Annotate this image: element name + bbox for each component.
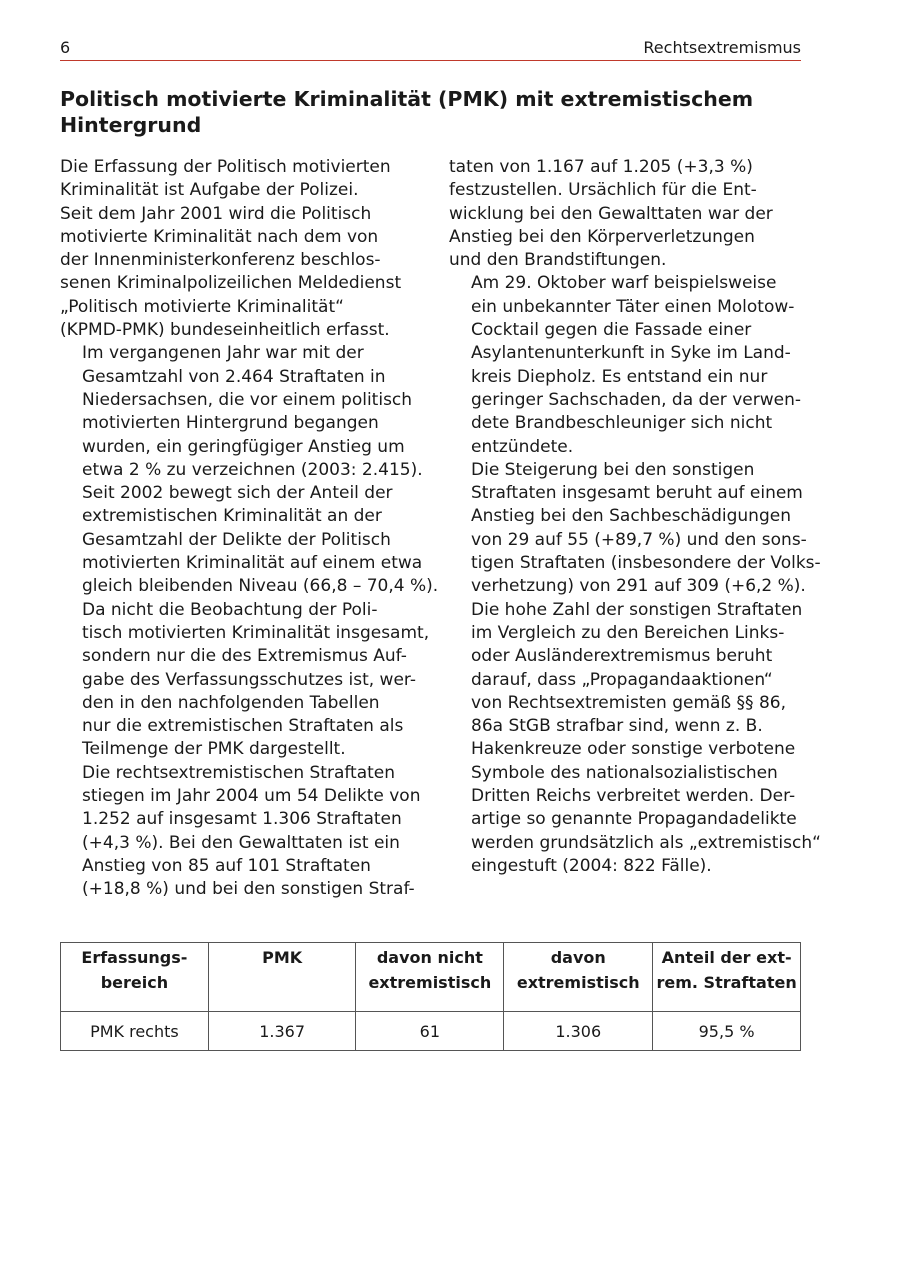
text-line: Seit 2002 bewegt sich der Anteil der bbox=[82, 483, 393, 504]
text-line: Am 29. Oktober warf beispielsweise bbox=[471, 273, 777, 294]
text-line: Anstieg von 85 auf 101 Straftaten bbox=[82, 855, 371, 876]
table-header-cell bbox=[356, 943, 504, 1012]
text-line: „Politisch motivierte Kriminalität“ bbox=[60, 296, 344, 317]
left-text-column bbox=[60, 156, 439, 902]
text-line: artige so genannte Propagandadelikte bbox=[471, 809, 797, 830]
paragraph bbox=[449, 156, 801, 272]
text-line: Teilmenge der PMK dargestellt. bbox=[82, 739, 346, 760]
table-header-cell bbox=[61, 943, 209, 1012]
text-line: Dritten Reichs verbreitet werden. Der- bbox=[471, 786, 796, 807]
text-line: (KPMD-PMK) bundeseinheitlich erfasst. bbox=[60, 320, 390, 341]
table-row bbox=[61, 1012, 801, 1051]
header-line: extremistisch bbox=[516, 973, 640, 992]
text-line: sondern nur die des Extremismus Auf- bbox=[82, 646, 407, 667]
paragraph bbox=[60, 156, 412, 342]
text-line: tisch motivierten Kriminalität insgesamt, bbox=[82, 622, 430, 643]
header-line: PMK bbox=[262, 948, 303, 967]
text-line: gabe des Verfassungsschutzes ist, wer- bbox=[82, 669, 416, 690]
text-line: Die rechtsextremistischen Straftaten bbox=[82, 762, 396, 783]
statistics-table bbox=[60, 942, 801, 1051]
text-line: Die hohe Zahl der sonstigen Straftaten bbox=[471, 599, 803, 620]
table-header-cell bbox=[208, 943, 356, 1012]
right-text-column bbox=[449, 156, 821, 878]
paragraph bbox=[449, 459, 821, 599]
text-line: 86a StGB strafbar sind, wenn z. B. bbox=[471, 716, 763, 737]
table-cell: 61 bbox=[356, 1012, 504, 1051]
header-line: Anteil der ext- bbox=[661, 948, 792, 967]
header-line: Erfassungs- bbox=[81, 948, 188, 967]
text-line: Hakenkreuze oder sonstige verbotene bbox=[471, 739, 796, 760]
paragraph bbox=[449, 272, 801, 458]
text-line: geringer Sachschaden, da der verwen- bbox=[471, 389, 801, 410]
text-line: Anstieg bei den Sachbeschädigungen bbox=[471, 506, 791, 527]
text-line: Niedersachsen, die vor einem politisch bbox=[82, 389, 413, 410]
header-line: extremistisch bbox=[368, 973, 492, 992]
text-line: Asylantenunterkunft in Syke im Land- bbox=[471, 343, 791, 364]
text-line: Gesamtzahl der Delikte der Politisch bbox=[82, 529, 391, 550]
text-line: von Rechtsextremisten gemäß §§ 86, bbox=[471, 692, 786, 713]
text-line: (+4,3 %). Bei den Gewalttaten ist ein bbox=[82, 832, 400, 853]
text-line: motivierte Kriminalität nach dem von bbox=[60, 226, 379, 247]
text-line: Im vergangenen Jahr war mit der bbox=[82, 343, 364, 364]
table-cell: 1.306 bbox=[504, 1012, 653, 1051]
text-line: entzündete. bbox=[471, 436, 574, 457]
text-line: und den Brandstiftungen. bbox=[449, 250, 667, 271]
text-line: Kriminalität ist Aufgabe der Polizei. bbox=[60, 180, 359, 201]
text-line: verhetzung) von 291 auf 309 (+6,2 %). bbox=[471, 576, 806, 597]
text-line: dete Brandbeschleuniger sich nicht bbox=[471, 413, 773, 434]
header-line: rem. Straftaten bbox=[656, 973, 797, 992]
text-line: der Innenministerkonferenz beschlos- bbox=[60, 250, 381, 271]
paragraph bbox=[449, 599, 821, 879]
paragraph bbox=[60, 762, 421, 902]
table-cell: PMK rechts bbox=[61, 1012, 209, 1051]
text-line: im Vergleich zu den Bereichen Links- bbox=[471, 622, 785, 643]
text-line: Gesamtzahl von 2.464 Straftaten in bbox=[82, 366, 386, 387]
table-body bbox=[61, 1012, 801, 1051]
text-line: taten von 1.167 auf 1.205 (+3,3 %) bbox=[449, 157, 753, 177]
text-line: Cocktail gegen die Fassade einer bbox=[471, 320, 752, 341]
text-line: Straftaten insgesamt beruht auf einem bbox=[471, 483, 803, 504]
article-title: Politisch motivierte Kriminalität (PMK) mit extremistischem Hintergrund bbox=[60, 87, 754, 137]
text-line: Da nicht die Beobachtung der Poli- bbox=[82, 599, 378, 620]
text-line: festzustellen. Ursächlich für die Ent- bbox=[449, 180, 757, 201]
text-line: eingestuft (2004: 822 Fälle). bbox=[471, 855, 712, 876]
table-cell: 1.367 bbox=[208, 1012, 356, 1051]
table-header-cell bbox=[504, 943, 653, 1012]
text-line: gleich bleibenden Niveau (66,8 – 70,4 %). bbox=[82, 576, 439, 597]
text-line: von 29 auf 55 (+89,7 %) und den sons- bbox=[471, 529, 807, 550]
text-line: den in den nachfolgenden Tabellen bbox=[82, 692, 380, 713]
text-line: wicklung bei den Gewalttaten war der bbox=[449, 203, 773, 224]
text-line: motivierten Kriminalität auf einem etwa bbox=[82, 553, 423, 574]
text-line: etwa 2 % zu verzeichnen (2003: 2.415). bbox=[82, 459, 423, 480]
text-line: kreis Diepholz. Es entstand ein nur bbox=[471, 366, 768, 387]
page-number: 6 bbox=[60, 38, 71, 57]
header-line: davon nicht bbox=[376, 948, 483, 967]
paragraph bbox=[60, 599, 430, 762]
header-line: davon bbox=[550, 948, 606, 967]
text-line: (+18,8 %) und bei den sonstigen Straf- bbox=[82, 879, 415, 900]
text-line: stiegen im Jahr 2004 um 54 Delikte von bbox=[82, 786, 421, 807]
text-line: senen Kriminalpolizeilichen Meldedienst bbox=[60, 273, 402, 294]
table-header-row bbox=[61, 943, 801, 1012]
text-line: Die Erfassung der Politisch motivierten bbox=[60, 157, 391, 177]
text-line: tigen Straftaten (insbesondere der Volks- bbox=[471, 553, 821, 574]
page-header bbox=[60, 36, 801, 61]
table-cell: 95,5 % bbox=[653, 1012, 801, 1051]
text-line: oder Ausländerextremismus beruht bbox=[471, 646, 773, 667]
section-title: Rechtsextremismus bbox=[643, 38, 801, 57]
text-line: motivierten Hintergrund begangen bbox=[82, 413, 379, 434]
text-line: werden grundsätzlich als „extremistisch“ bbox=[471, 832, 821, 853]
text-line: Symbole des nationalsozialistischen bbox=[471, 762, 778, 783]
header-line: bereich bbox=[100, 973, 169, 992]
text-line: Die Steigerung bei den sonstigen bbox=[471, 459, 755, 480]
text-line: nur die extremistischen Straftaten als bbox=[82, 716, 404, 737]
text-line: ein unbekannter Täter einen Molotow- bbox=[471, 296, 795, 317]
text-line: darauf, dass „Propagandaaktionen“ bbox=[471, 669, 773, 690]
text-line: 1.252 auf insgesamt 1.306 Straftaten bbox=[82, 809, 402, 830]
text-line: Anstieg bei den Körperverletzungen bbox=[449, 226, 755, 247]
text-line: extremistischen Kriminalität an der bbox=[82, 506, 382, 527]
paragraph bbox=[60, 342, 439, 598]
text-line: wurden, ein geringfügiger Anstieg um bbox=[82, 436, 405, 457]
table-header-cell bbox=[653, 943, 801, 1012]
text-line: Seit dem Jahr 2001 wird die Politisch bbox=[60, 203, 372, 224]
